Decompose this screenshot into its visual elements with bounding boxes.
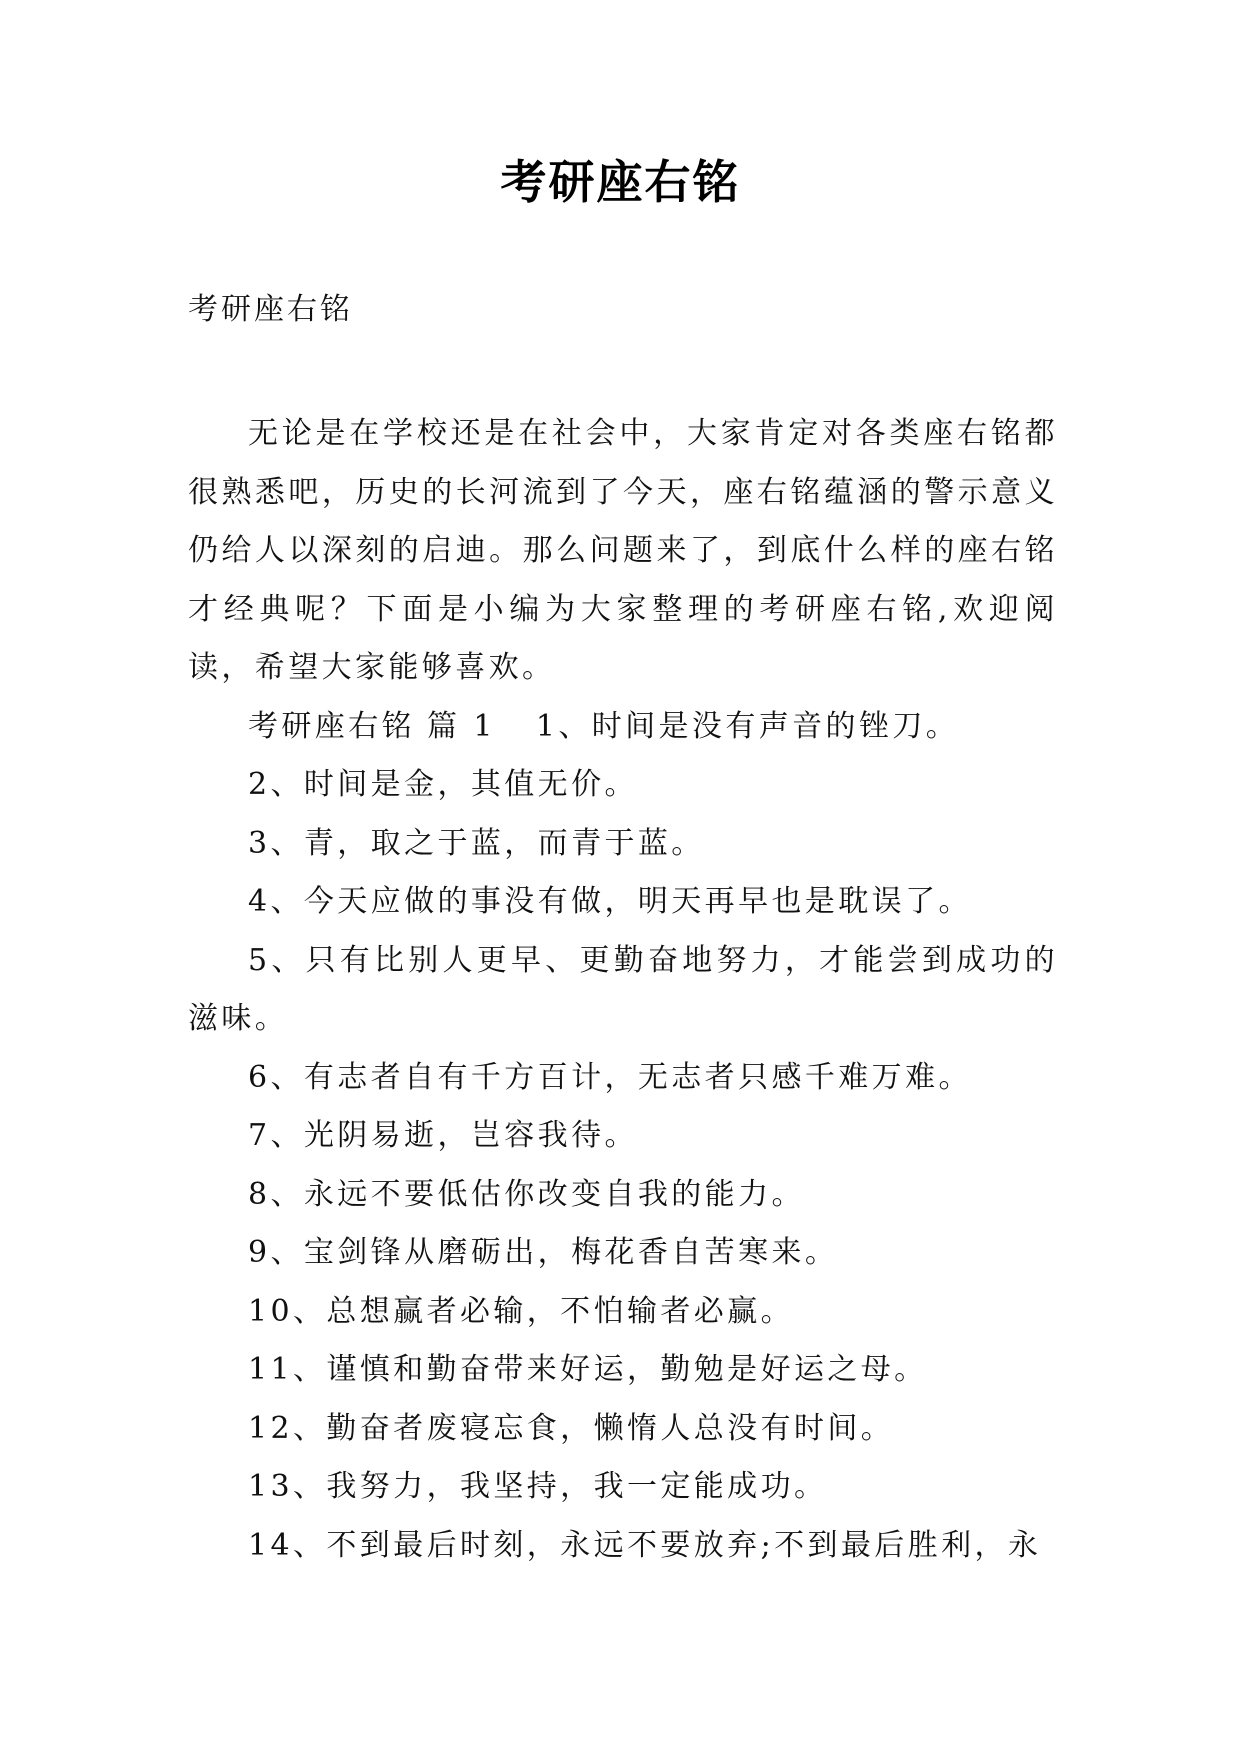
list-item: 1、时间是没有声音的锉刀。: [535, 708, 960, 744]
list-item: 8、永远不要低估你改变自我的能力。: [248, 1176, 805, 1212]
document-title: 考研座右铭: [500, 155, 741, 209]
list-item: 12、勤奋者废寝忘食，懒惰人总没有时间。: [248, 1410, 895, 1446]
section-line: [188, 698, 1058, 757]
list-item: 11、谨慎和勤奋带来好运，勤勉是好运之母。: [248, 1352, 928, 1387]
document-body: [188, 405, 1058, 1575]
list-item: 2、时间是金，其值无价。: [248, 767, 638, 802]
list-item: 13、我努力，我坚持，我一定能成功。: [248, 1469, 828, 1504]
document-subheading: 考研座右铭: [188, 292, 353, 327]
intro-paragraph: 无论是在学校还是在社会中，大家肯定对各类座右铭都很熟悉吧，历史的长河流到了今天，座右铭蕴涵的警示意义仍给人以深刻的启迪。那么问题来了，到底什么样的座右铭才经典呢？下面是小编为大家整理的考研座右铭,欢迎阅读，希望大家能够喜欢。: [188, 416, 1058, 685]
list-item: 3、青，取之于蓝，而青于蓝。: [248, 825, 705, 861]
list-item: 10、总想赢者必输，不怕输者必赢。: [248, 1293, 794, 1329]
list-item: 14、不到最后时刻，永远不要放弃;不到最后胜利，永: [248, 1527, 1042, 1563]
list-item: 5、只有比别人更早、更勤奋地努力，才能尝到成功的滋味。: [188, 942, 1058, 1036]
list-item: 9、宝剑锋从磨砺出，梅花香自苦寒来。: [248, 1235, 839, 1270]
list-item: 7、光阴易逝，岂容我待。: [248, 1118, 638, 1153]
list-item: 4、今天应做的事没有做，明天再早也是耽误了。: [248, 884, 972, 919]
section-label: 考研座右铭: [248, 708, 415, 744]
list-item: 6、有志者自有千方百计，无志者只感千难万难。: [248, 1059, 972, 1095]
section-number: 篇 1: [427, 708, 496, 744]
